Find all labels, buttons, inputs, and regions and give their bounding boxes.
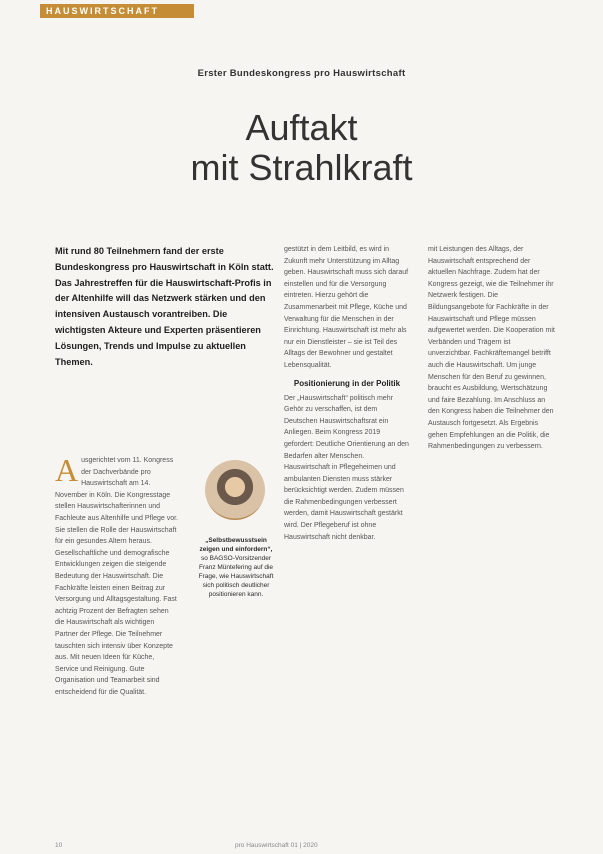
article-headline bbox=[0, 108, 603, 188]
section-label: HAUSWIRTSCHAFT bbox=[40, 4, 194, 18]
caption-quote: „Selbstbewusstsein zeigen und einfordern“, bbox=[199, 537, 273, 553]
body-column-3 bbox=[428, 244, 556, 453]
column-1-text: usgerichtet vom 11. Kongress der Dachverbände pro Hauswirtschaft am 14. November in Köln. Die Kongresstage stellen Hauswirtschafterinnen und Fachleute aus Altenhilfe und Pflege vor. Sie stellen die Rolle der Hauswirtschaft für ein gesundes Altern heraus. Gesellschaftliche und demografische Entwicklungen zeigen die steigende Bedeutung der Hauswirtschaft. Die Fachkräfte leisten einen Beitrag zur Versorgung und Alltagsgestaltung. Fast achtzig Prozent der Befragten sehen die Hauswirtschaft als wichtigen Partner der Pflege. Die Teilnehmer tauschten sich intensiv über Konzepte aus. Mit neuen Ideen für Küche, Service und Reinigung. Gute Organisation und Teamarbeit sind entscheidend für die Qualität. bbox=[55, 457, 178, 696]
headline-line-2: mit Strahlkraft bbox=[190, 147, 413, 188]
column-3-text: mit Leistungen des Alltags, der Hauswirtschaft entsprechend der aktuellen Nachfrage. Zudem hat der Kongress gezeigt, wie die Teilnehmer ihr Netzwerk festigen. Die Bildungsangebote für Fachkräfte in der Hauswirtschaft und Pflege müssen aufgewertet werden. Die Kooperation mit Verbänden und Trägern ist unverzichtbar. Fachkräftemangel betrifft auch die Hauswirtschaft. Um junge Menschen für den Beruf zu gewinnen, braucht es Ausbildung, Wertschätzung und faire Bezahlung. Im Anschluss an den Kongress haben die Teilnehmer den Austausch fortgesetzt. Als Ergebnis gehen Empfehlungen an die Politik, die Rahmenbedingungen zu verbessern. bbox=[428, 246, 555, 451]
column-2-text: gestützt in dem Leitbild, es wird in Zukunft mehr Unterstützung im Alltag geben. Hauswirtschaft muss sich darauf einstellen und für die Versorgung eintreten. Hierzu gehört die Zusammenarbeit mit Pflege, Küche und Verwaltung für die Menschen in der Einrichtung. Hauswirtschaft ist mehr als nur ein Dienstleister – sie ist Teil des Alltags der Bewohner und gestaltet Lebensqualität. bbox=[284, 246, 409, 369]
body-column-2 bbox=[284, 244, 410, 543]
page-number: 10 bbox=[55, 842, 63, 849]
magazine-issue: pro Hauswirtschaft 01 | 2020 bbox=[235, 842, 318, 849]
body-column-1 bbox=[55, 452, 179, 698]
lead-paragraph: Mit rund 80 Teilnehmern fand der erste Bundeskongress pro Hauswirtschaft in Köln statt. Das Jahrestreffen für die Hauswirtschaft-Profis in der Altenhilfe will das Netzwerk stärken und den intensiven Austausch vorantreiben. Die wichtigsten Akteure und Experten präsentieren Lösungen, Trends und Impulse zu aktuellen Themen. bbox=[55, 246, 274, 367]
caption-text: so BAGSO-Vorsitzender Franz Müntefering auf die Frage, wie Hauswirtschaft sich politisch deutlicher positionieren kann. bbox=[198, 555, 274, 598]
article-kicker: Erster Bundeskongress pro Hauswirtschaft bbox=[197, 68, 406, 79]
column-2-text-continued: Der „Hauswirtschaft“ politisch mehr Gehör zu verschaffen, ist dem Deutschen Hauswirtschaftsrat ein Anliegen. Beim Kongress 2019 gefordert: Deutliche Orientierung an den Bedarfen alter Menschen. Hauswirtschaft in Pflegeheimen und ambulanten Diensten muss stärker berücksichtigt werden. Zudem müssen die Rahmenbedingungen verbessert werden, damit Hauswirtschaft gestärkt wird. Der Pflegeberuf ist ohne Hauswirtschaft nicht denkbar. bbox=[284, 394, 409, 541]
speaker-portrait bbox=[205, 460, 265, 520]
page-footer bbox=[0, 842, 603, 854]
drop-cap: A bbox=[55, 452, 79, 488]
photo-caption bbox=[196, 536, 276, 599]
headline-line-1: Auftakt bbox=[245, 107, 358, 148]
column-2-subhead: Positionierung in der Politik bbox=[293, 378, 401, 388]
